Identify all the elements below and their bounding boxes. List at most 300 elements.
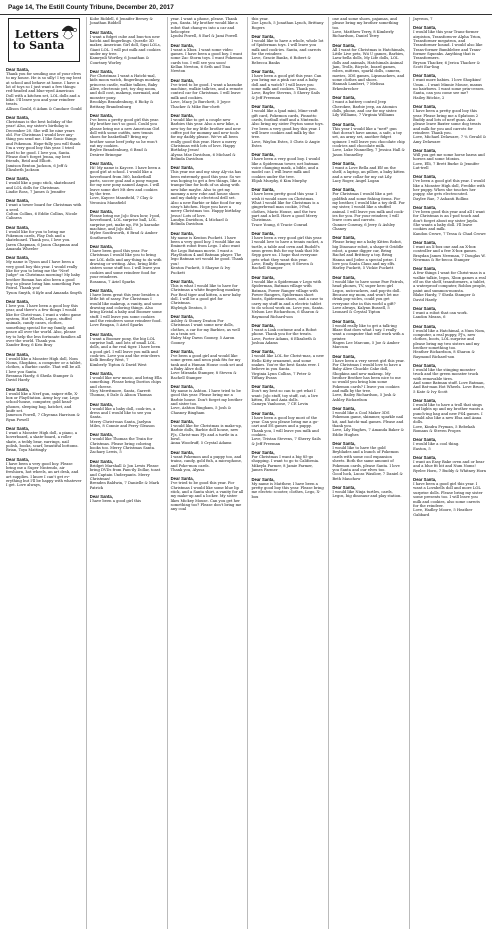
letter: [413, 104, 486, 144]
letter-signature: Harley Puckett, 5 Vickie Puckett: [332, 266, 394, 271]
letter: [251, 411, 324, 446]
letter-body: I would like to get a couple new Barbies this year. Also a new bike, a new toy for my little brother and new coffee pot for mommy and new tools for my daddy please. We've all been really good this year. Have a merry Christmas with lots of love. Happy Birthday Jesus!: [170, 117, 241, 153]
letter-body: I would like a baby doll, cook-ies, a dress and I would like to see you Santa.: [89, 406, 156, 420]
letter-greeting: Dear Santa,: [170, 313, 194, 319]
letter: [332, 122, 405, 157]
letter-signature: Brenden Baldwin, 7 Danielle & Mark Patrick: [89, 481, 159, 490]
letter-body: I want an Easy Bake oven and or bear and a blue fit bit and Num Noms!: [413, 460, 485, 469]
letter-body: I've tried to be good. I want a karaoke machine, walkie talk-ies, and a remote control car for Christmas. I will leave milk and cookies.: [170, 82, 243, 100]
letter: [413, 205, 486, 236]
letter: [6, 225, 82, 252]
column-1: [6, 17, 82, 929]
letter: [251, 275, 324, 319]
letter-greeting: Dear Santa,: [6, 351, 30, 357]
letter-signature: Nicy Merritmore, Santa, Garrett Thomas, 6 Dale & Alison Thomas: [89, 389, 152, 398]
letter-body: Jayveon, 7: [413, 17, 433, 21]
letter-greeting: Dear Santa,: [89, 401, 113, 407]
letter: [6, 299, 82, 347]
letter-body: I have been a pretty good boy this year. Please bring me a Splatoon 2 Buddy and lots of nerf guns. Also please leave Baxter some dog treats and milk for you and carrots for reindeer. Thank you.: [413, 109, 481, 135]
letter-signature: Blake Hardy, 7 Sheila Stamper & David Hardy: [413, 293, 476, 302]
letter-signature: Zachary Lewis, 5: [89, 450, 122, 455]
column-6: [409, 17, 486, 929]
letter-body: My name is Ashton. I have tried to be good this year. Please bring me a Barbie house. Don't forget my brother and sister too.: [170, 389, 243, 407]
column-1-letters: [6, 67, 82, 488]
letter: [90, 459, 163, 490]
letter-signature: Hagen Lee Marcum, 5 Joe & Amber Marcum: [332, 340, 400, 350]
letter-body: I have been a good girl this: [89, 498, 141, 503]
letter-greeting: Dear Santa,: [6, 224, 30, 230]
letter-signature: Thank you, Alyssa: [170, 467, 205, 472]
letter-greeting: Dear Santa,: [251, 410, 275, 416]
letter-signature: And some Batman stuff. Love Batman, And Bat-man Hot Wheels. Love Bruce, 5 Kate & Ivy Scott: [413, 380, 486, 394]
letter-greeting: Dear Santa,: [89, 331, 113, 337]
letter: [90, 332, 163, 367]
letter-body: Kobe Riddell, 6 Jennifer Bersey & Jonathan Riddell: [89, 17, 153, 26]
letter-signature: Xander Bray, 6 Kris Bray: [6, 343, 53, 348]
letter-signature: Zoe Lynch, 5 Jonathan Lynch, Brittany Rogers: [251, 21, 324, 30]
letter: [332, 235, 405, 270]
letter: [251, 69, 324, 100]
letter-body: year. I want a phone, please. Thank you, Santa. My brother would like a robot that chang-es into a car and helicopter.: [170, 17, 238, 35]
letter-signature: Alyssa Mae Davidson, 6 Michael & Belinda Davidson: [170, 152, 236, 161]
letter-body: All I want for Christmas is Hatchimals, Little Live pets, Wii U games, Barbies, Lava-bella dolls, My Life dolls, LOL dolls and animals, Hatchimals Animal Jam, Trolls, Bicycle, board games, robes, mittens, sparkl dolls, camera, movies, 3DS games, Lipsmackers, and some clothes and shoes.: [332, 47, 406, 83]
letter-signature: Tyson Smyth, 6 Kyle and Amanda Smyth: [6, 290, 82, 295]
letter-greeting: Dear Santa,: [332, 353, 356, 359]
letter: [6, 457, 82, 488]
letter-body: I've been a pretty good girl this year. My brother isn't so good. Could you please bring me a new American Girl doll with some outfits, new tennis shoes for basketball? Bring my brother some beef jerky so he won't eat my cookies.: [89, 117, 160, 148]
letter-signature: Easton, 5: [413, 446, 431, 451]
letter-body: I have been a good girl this year. Can you bring me a pink car and a baby doll and a watch? I will leave you some milk and cookies. Thank you.: [251, 74, 322, 92]
letter-signature: Camryn Vanhoose, 7 CE Levin: [251, 402, 308, 407]
letter: [171, 17, 244, 39]
letter: [90, 17, 163, 26]
letter-greeting: Dear Santa,: [413, 174, 437, 180]
letter: [413, 477, 486, 517]
letter-signature: Nelson Lee Richardson, 6 Sharon & Raymond Richard-son: [251, 310, 319, 319]
column-3: [167, 17, 244, 929]
letter-signature: Love, Matthew Terry, 8 Kimberly Richardson, Daniel Terry: [332, 30, 394, 39]
letter: [171, 78, 244, 109]
letter-body: This year me and my sissy Aly-cia has been extremely good this year. So we was hoping to get a few things, like a trampo-line for both of us along with new bike maybe. Also to get my mommy a new robe and house shoes and my daddy a electrical drill set. Also a new Barbie or fake food for my sissy's kitchen. Hope you have a merry Christmas too. Happy birthday Jesus! Lots of love.: [170, 170, 242, 218]
letter: [90, 69, 163, 109]
letter: [413, 306, 486, 320]
letter-greeting: Dear Santa,: [251, 104, 275, 110]
letter-greeting: Dear Santa,: [89, 209, 113, 215]
letter: [251, 152, 324, 183]
letter-greeting: Dear Santa,: [170, 165, 194, 171]
letter: [332, 319, 405, 350]
letter-greeting: Dear Santa,: [413, 437, 437, 443]
column-5: [328, 17, 405, 929]
page-header-text: Page 14, The Estill County Tribune, December 20, 2017: [8, 3, 174, 11]
letter-greeting: Dear Santa,: [170, 419, 194, 425]
letter-greeting: Dear Santa,: [413, 362, 437, 368]
letter-signature: Virginia Lynn Collins, 7 Peter & Tiffany Evans: [251, 371, 311, 380]
letter-body: My name is Kenton Puckett. I have been a very good boy. I would like an Eminett robot from Lego. I also want the Lego Batman movie. I want a PlayStation 4 and Batman player. The lego Batman set would be good. Thank you!: [170, 235, 244, 266]
letter-body: I have been a good boy most of the year. Can you please bring me a go-cart and ES games and a puppy. Thank you, I will leave you milk and cookies.: [251, 415, 319, 438]
letter: [6, 387, 82, 422]
letter-greeting: Dear Santa,: [6, 176, 30, 182]
letter-body: I've been a good girl and would like some green and neon pink fits for my tank and a Human House cook set and a Baby Alive doll.: [170, 353, 244, 371]
letter-greeting: Dear Santa,: [251, 384, 275, 390]
logo-title: Letters: [14, 28, 59, 41]
letter-body: I would like to have a troll that sings and lights up and my brother wants a punch-ing bag and new PS4 games. I would also like a new Elsa and Anna dolls.: [413, 403, 484, 425]
letter-signature: Rosanna, 7 Ariel Sparks: [89, 279, 135, 284]
letter: [6, 255, 82, 295]
letter-signature: Lily Williams, 7 Virginia Williams: [332, 113, 395, 118]
letter-greeting: Dear Santa,: [89, 29, 113, 35]
letter: [413, 25, 486, 69]
letter-signature: Love, Luke Nunnelley, 7 Jessica Hall & Jason Nunnelley: [332, 148, 405, 157]
letter: [6, 198, 82, 220]
letter-greeting: Dear Santa,: [251, 450, 275, 456]
page-header: [0, 0, 492, 15]
letter-body: My name is Matthew, I have been a pretty good boy this year. Please bring me electric scooter, clothes, Lego, X-box: [251, 481, 324, 499]
letter: [90, 432, 163, 454]
letter-body: I would like to have a whole, whole lot of Spiderman toys. I will leave you milk and cook-ies. Santa, and carrots for the reindeer.: [251, 39, 324, 57]
letter-signature: Kandon Crowe, 7 Tessa & Chad Crowe: [413, 231, 486, 236]
letter-signature: Love Reagan, 5 Ariel Sparks: [89, 323, 143, 328]
letter-signature: Anna Woodruff, 5 Crystal Adams: [170, 441, 232, 446]
column-2: [86, 17, 163, 929]
letter: [413, 174, 486, 201]
letter-greeting: Dear Santa,: [251, 349, 275, 355]
letter-signature: Hannah Lambert, 7 Melissa Erkenbrecher: [332, 82, 385, 91]
letter: [332, 275, 405, 315]
letter-greeting: Dear Santa,: [89, 493, 113, 499]
letter: [251, 323, 324, 345]
letter-signature: Love Miranda Stamper, 8 Steven & Rachell Stamper: [170, 371, 237, 380]
letter-greeting: Dear Santa,: [89, 371, 113, 376]
letter: [171, 113, 244, 161]
letter: [251, 450, 324, 472]
letter-body: For Christmas I would like a pet goldfish and some fishing items. For my brother, I would like a toy drill. For my sister, I would like a stuffed animal. I will leave you milk and cook-ies for you. For your reindeer, I will leave corn and carrots.: [332, 192, 405, 223]
letter-greeting: Dear Santa,: [170, 449, 194, 455]
letter-greeting: Dear Santa,: [89, 160, 113, 166]
letter: [413, 266, 486, 301]
letter: [413, 240, 486, 262]
letter: [90, 371, 163, 398]
letter-greeting: Dear Santa,: [251, 476, 275, 482]
letter-body: Thank you for sending one of your elves to my house. He is so silly! I try my best at school and behave at home. I have a lot of toys so I just want a few things: red-headed and blue-eyed American Doll with a kitchen set, LOL dolls and a bike. I'll leave you and your reindeer treats.: [6, 72, 82, 107]
letter-signature: Love, Gracie Banks, 6 Robert & Rebecca Banks: [251, 56, 311, 65]
letter: [171, 450, 244, 472]
letter: [171, 165, 244, 226]
letter-body: I want a battery control Jeep Cherokee, Barbie jeep, an Atomics dolls, phone, and car for my sister.: [332, 100, 398, 113]
letter-greeting: Dear Santa,: [413, 25, 437, 31]
letter-signature: Jaren Chapman, 6 Jason Chapman and Amanda Wheeler: [6, 242, 79, 251]
letter-signature: Kimberly Tipton & David West: [89, 362, 147, 367]
letter-greeting: Dear Santa,: [332, 95, 356, 101]
letter-body: I want Pokemon and a puppy too, and trains, candy, gold fish, a microphone, and Poke-mon cards.: [170, 454, 242, 468]
letter: [90, 30, 163, 65]
letter: [413, 437, 486, 451]
letter-signature: Love, Hadley Moore, 5 Heather Gabbard: [413, 508, 473, 517]
letter: [332, 187, 405, 231]
letter-signature: Breanna Hardy, 6 Sheila Stamper & David Hardy: [6, 373, 74, 383]
letter-greeting: Dear Santa,: [89, 458, 113, 464]
letter-greeting: Dear Santa,: [6, 426, 30, 431]
letter: [332, 485, 405, 499]
letter-greeting: Dear Santa,: [89, 112, 113, 118]
letter-body: I would really like to get a talk-ing Blaze that does what I say. I really want a computer that will work with a printer.: [332, 323, 404, 341]
letter-signature: Love, Emily Stamper, 6 Steven & Rachell Stamper: [251, 262, 314, 271]
letter-body: I would like Ninja turtles, cards, Legos, big dinosaur and play station.: [332, 489, 402, 499]
letter-body: I've been good this year and all I want for Christmas is an I-pod touch and don't forget about my sister Jayda. She wants a baby doll. I'll leave cookies and milk.: [413, 210, 485, 232]
letter: [413, 455, 486, 473]
letter-signature: Love, Michael Delaware, 7 % Gerald & Amy Delaware: [413, 135, 487, 144]
letter-greeting: Dear Santa,: [332, 318, 356, 324]
letter-greeting: Dear Santa,: [6, 299, 30, 305]
letter-greeting: Dear Santa,: [332, 187, 356, 193]
letter: [332, 441, 405, 481]
column-4: [247, 17, 324, 929]
letter-signature: Brooklyn Brandenburg, 6 Ricky & Brittany Brandenburg: [89, 100, 154, 109]
letter-body: I've tried to be good this year. For Christmas I would like some blue lip stick, and a Santa shirt, a vanity for all my make-up and a locker. My sister likes Mickey Mouse. Can you get her something too? Please don't bring me any coal: [170, 481, 244, 512]
letter-greeting: Dear Santa,: [413, 323, 437, 329]
letter-signature: Brian, Toya Mattingly: [6, 448, 47, 453]
letter-body: I would like new music, and bring Ella something. Please bring Doritos chips and cheese.: [89, 376, 162, 389]
letter-greeting: Dear Santa,: [6, 115, 30, 121]
letter: [332, 354, 405, 402]
letter-body: I have been good this year. For Christmas I would like you to bring me LOL dolls and any-thing to do with drawing or writing. Also, bring little sisters some stuff too. I will leave you cookies and some reindeer food for your reindeers.: [89, 249, 162, 280]
letter-signature: Bryson Thacker, 6 Jerica Thacker & Scott Ear-ling: [413, 60, 480, 70]
letter-body: I want a tower board for Christmas with a seed.: [6, 203, 82, 212]
letter-body: I would like to have some Paw Patrols, head phones, TV, super hero girl Legos, nutcrackers, and pop-its doll. Because my mom, and won't let me drink pop-sicles, could you get everyone else in this world a gift?: [332, 279, 405, 306]
logo-subtitle: to Santa: [12, 39, 65, 52]
letter-body: I want more babies. I love Shopkins! Umm... I want Minnie Mouse, maxus no hairbows. I want some prin-cesses. Santa, can you come see me?: [413, 78, 485, 96]
letter-greeting: Dear Santa,: [251, 322, 275, 328]
letter-signature: Gunner Conway, 6 Jerry & Ashley Chaney: [332, 222, 396, 232]
letter-greeting: Dear Santa,: [170, 230, 194, 236]
letter: [413, 17, 486, 21]
letter-body: I would like the stinging monster truck and the green monster truck with removable tires.: [413, 367, 479, 381]
letter-signature: Elijah Murphy, 6 Kim Murphy: [251, 178, 307, 183]
letter-body: I would like a Monster High doll, Nom Noms, Shopkins, a computer or a tablet, clothes, a Barbie castle. That will be all. I love you Santa.: [6, 356, 82, 374]
letter: [413, 398, 486, 433]
letter-greeting: Dear Santa,: [332, 441, 356, 447]
letter-greeting: Dear Santa,: [6, 67, 30, 72]
letter: [90, 494, 163, 503]
letter-body: I would like Thomas the Train for Christmas. Please bring coloring books too. Merry Christmas Santa.: [89, 437, 156, 451]
letter: [251, 477, 324, 499]
letter-greeting: Dear Santa,: [332, 121, 356, 127]
letter-signature: Love, Lily Hughes, 7 Amanda Baker & Eddie Hughes: [332, 428, 404, 437]
santa-icon: [59, 22, 77, 42]
letter-signature: Lindie Ross, 7 James & Jennifer: [6, 189, 66, 194]
letter-greeting: Dear Santa,: [251, 69, 275, 75]
letter: [171, 314, 244, 345]
letter-signature: Allison Gould, 6 Adam & Candace Gould: [6, 106, 82, 111]
letter: [251, 384, 324, 406]
letter-body: I would like a cool thing.: [413, 442, 460, 447]
letter: [171, 419, 244, 446]
letter-body: I would like LOL for Christ-mas, a new Hello Kitty ornament, and some snakes. You're the best Santa ever. I believe in you Santa.: [251, 354, 324, 372]
letter: [332, 17, 405, 39]
letter-body: I want a fidget cube and bun-ton new hatchi and fingerlings. Questle 3D maker, American Girl doll, Squi LOLs, Giant LOL. I will put milk and cookies under my tree.: [89, 34, 161, 57]
letter-signature: Trace Young, 6 Tracie Conrad: [251, 222, 308, 227]
letter-greeting: Dear Santa,: [332, 42, 356, 48]
letter-greeting: Dear Santa,: [251, 152, 275, 158]
letter-body: I love you. I have been a good boy this year, and there's a few things I would like for Christ-mas. I want a video game system, Hot Wheels, Legos, stuffed animals, candy canes, clothes, something special for my family, and peace all over the world. Also, please try to help the less fortunate families all over the world. Thank you.: [6, 304, 82, 343]
letter-signature: Lacy Roger, Angel Logan: [332, 178, 380, 183]
letter-signature: Daylee Rae, 7 Ashanti Rollins: [413, 196, 469, 201]
letter-greeting: Dear Santa,: [89, 244, 113, 250]
letter: [332, 406, 405, 437]
letter-signature: Heather Richardson, 8 Sharon & Raymond Richard-son: [413, 350, 475, 359]
letter-signature: Landon Means, 6: [413, 315, 446, 320]
letter-signature: Love, Ashton Bingham, 5 Josh & Chasney Bingham: [170, 406, 232, 415]
letter-signature: Landyn Davidson, 4 Michael & Belinda Davidson: [170, 218, 229, 227]
letter-greeting: Dear Santa,: [413, 147, 437, 153]
letter-signature: Kenton Puckett, 5 Shayne & Ivy Puckett: [170, 266, 231, 275]
letter-body: I have been a very good girl this year. I would love to have a tennis racket, a turtle, a table and oven and Rudolf's neon green fish for my tank that Mr. Sepp gave us. I hope that everyone gets what they want this year.: [251, 236, 323, 262]
letter-body: Please bring me a baby Kitten Robot, big Dinosaur robot, a shape-it Griddle robot, a game digger car, Bring Rachel and Brittney a toy. Bring Hanna and Jodee a special prize. I love you Santa Claus and my elfs.: [332, 240, 404, 267]
letter-signature: Hailey Ritchie, 2: [413, 95, 445, 100]
letter-signature: Love, Waylon Estes, 5 Chris & Angie Estes: [251, 139, 320, 148]
letter: [90, 244, 163, 284]
letter-body: I want an X-box one and an X-box controller and a few X-box games.: [413, 245, 477, 254]
letter-greeting: Dear Santa,: [332, 484, 356, 490]
letter: [171, 43, 244, 74]
letter-body: one and some shoes, pajamas, and please bring my brother something too.: [332, 17, 399, 30]
letter-body: I want a Link costume and a Robot phone. Thank you for the treats.: [251, 327, 317, 337]
letter-greeting: Dear Santa,: [89, 432, 113, 438]
letter-greeting: Dear Santa,: [332, 160, 356, 166]
letter-signature: Love, Elli, 7 Brett Burke & Jennifer Lut-trell: [413, 161, 480, 170]
letter: [6, 115, 82, 172]
letter-signature: Rhyleigh Deaton, 5: [170, 305, 207, 310]
letter-body: I would like a Ipad mini, Mine-craft gift card, Pokemon cards, Pinnotto cards, football stuff and a Nintendo. Also bring my sister Peyton some toys. I've been a very good boy this year. I will leave cookies and milk by the tree.: [251, 109, 324, 140]
letter-greeting: Dear Santa,: [6, 456, 30, 462]
letter-body: This is what I would like to have for Christmas a white fingerling monkey. Fur Real tiger and kitten, a new baby doll. I will be a good girl for Christmas.: [170, 283, 241, 306]
letter-signature: Love, Kaycee Mansfield, 7 Clay & Veronica Mansfield: [89, 196, 153, 205]
letter-greeting: Dear Santa,: [170, 77, 194, 83]
letter-body: This year I would like a "nerf" gun that doesn't have ammo, a safe, a toy set, an army set, another fidget spinner. I will leave you chocolate chip cook-ies and chocolate milk.: [332, 126, 405, 148]
letter-signature: Love, Baylee Stevens, 5 Sherry Sails & Jeff Freeman: [251, 91, 320, 100]
letter: [413, 363, 486, 394]
letter-body: I want a robot that can work.: [413, 310, 468, 315]
letter-greeting: Dear Santa,: [332, 274, 356, 280]
letter-signature: Mikeyla Farmer, 8 Jamie Farmer, James Farmer: [251, 463, 313, 473]
letter-signature: Love always, Kalynn Bussell, 5 Leonard & Crystal Tipton: [332, 305, 390, 315]
letter: [171, 476, 244, 511]
letter-signature: Love, Macy Jo Burchett, 5 Joyce Thacker & Mike Bur-chett: [170, 100, 231, 109]
letter-body: I would like for you to bring me Pokemon cards, Play Doh and a skateboard. Thank you, I love you.: [6, 229, 71, 243]
letter-body: I want a Love Bella and Elf on the shelf, a laptop, an pillow, a baby kitten and a new collar for my cat Lily.: [332, 165, 405, 179]
letter-signature: Ryelee Horn, 7 Buddy & Whitney Horn: [413, 468, 487, 473]
letter-greeting: Dear Santa,: [251, 187, 275, 193]
letter: [332, 43, 405, 91]
letter-greeting: Dear Santa,: [413, 240, 437, 246]
letter-greeting: Dear Santa,: [413, 477, 437, 483]
letter-greeting: Dear Santa,: [170, 476, 194, 482]
letter: [413, 324, 486, 359]
letter-body: For Christmas I want a Hatchi-mal, kids moon watch, fingerlings monkey, princess castle, walkie talkies, Baby Alive, electronic pet, toy dog noom, and doll cost, makeup, mermaid, and monster pony.: [89, 74, 161, 100]
letter-greeting: Dear Santa,: [89, 287, 113, 293]
letter-greeting: Dear Santa,: [413, 73, 437, 79]
letter-body: I have been a good girl this year. I want a Lovabells doll and more LOL surprise dolls. Please bring my sister some presents too. I will leave you milk and cookies, also some carrots for the reindeer.: [413, 482, 483, 508]
letter-greeting: Dear Santa,: [332, 406, 356, 412]
letter: [332, 161, 405, 183]
letter-body: I want a Monster High doll, a piano, a hoverboard, a skate-board, a roller skate, a teddy bear, earrings, nail polish, books, scarf, beautiful bottoms.: [6, 431, 79, 449]
letter-body: this year.: [251, 17, 269, 21]
letter-greeting: Dear Santa,: [251, 231, 275, 237]
letter-greeting: Dear Santa,: [413, 104, 437, 110]
letter-signature: Love, Porter Adams, 6 Elizabeth & Joshua Adams: [251, 336, 317, 345]
letter-body: I've been a good girl this year. I would like a Monster High doll, Freddie with her puppy. When she touches her puppy, she gets electrocuted.: [413, 179, 485, 197]
letter-body: Bridget Marshall & Jon Lewis Please bring DVDs from Fam-ily Dollar, toast and Captain Underpants. Merry Christmas!: [89, 463, 161, 481]
letter: [6, 67, 82, 111]
letter: [171, 349, 244, 380]
letter-body: I would like this year Trans-former airpiston, Transform-er Alpha Trion, Transformer megatron, and Transformer hound. I would also like Trans-former Bumblebee and Trans-former Squeaks. Anything that is Transformers.: [413, 30, 483, 61]
letters-to-santa-logo: [6, 17, 82, 63]
letter-signature: Love, Tristan Stevens, 7 Sherry Sails & Jeff Freeman: [251, 437, 321, 446]
letter-greeting: Dear Santa,: [170, 42, 194, 48]
letter-greeting: Dear Santa,: [413, 266, 437, 272]
letter: [251, 17, 324, 30]
letter-signature: Jameson Powell, 7 Chyenna Harrison & Ryan Powell: [6, 413, 80, 422]
letter: [90, 161, 163, 205]
letter: [251, 34, 324, 65]
letter-body: Please bring me JoJo Siwa bow, I-pod, hoverboard, LOL surprise ball, LOL surprise pet, make up, Fit Jo karaoke machine, and JoJo doll.: [89, 214, 161, 232]
letter: [90, 402, 163, 429]
letter-greeting: Dear Santa,: [6, 386, 30, 392]
letter-body: I want a Xbox. I want some video games. I have been a good boy. I want some Zac Storm toys. I want Pokemon cards too. I will see you soon!: [170, 47, 243, 65]
letter-body: For Christmas I want a big 85-go shopping. I want to go to California.: [251, 455, 320, 464]
letter-greeting: Dear Santa,: [6, 198, 30, 204]
letter-body: Christmas is the best holiday of the year! Also, my sister's birthday is December 20. She will be nine years old. For Christmas I would love any-thing you send me. I like Sonic things and Pokemon. Hope-fully you will thank I'm a very good boy this year. I tried hard to be good. I love you, Santa. Please don't forget Jenna, my best friends, Reid and Elliott.: [6, 120, 81, 164]
letter-greeting: Dear Santa,: [251, 34, 275, 40]
letter-signature: Merry Christ-mas Santa, Jaelynn Miles, 8 Connie and Perry Gleason: [89, 419, 155, 429]
letter-body: I would like for Christmas is make-up, Barbie dolls, Barbie doll house, new PJs, Christ-mas PJs and a turtle in a bowl.: [170, 424, 242, 442]
letter-greeting: Dear Santa,: [170, 278, 194, 284]
letter-greeting: Dear Santa,: [170, 384, 194, 390]
letter-body: I have been a very good boy. Please bring me a Super Nintendo, air freshiorn, hot wheels, an art desk, and art supplies. I know I can't get ev-erything but I'll be happy with whatever I get. Love always,: [6, 461, 82, 488]
letter-body: Hi! My name is Kaycee. I have been a good girl at school. I would like a hoverboard from 360, basketball parts, soccer goal and a pony wagon for my new pony named Angus. I will leave some diet Mt dew and cookies by the tree.: [89, 165, 161, 196]
letter-body: I would like to have the gold Beyblades and a bunch of Pokemon cards with some cool expansion sheets. Both the same amount of Pokemon cards, please Santa. I love you Santa and our elves too.: [332, 446, 400, 472]
letter-body: I have been great this year besides a little bit of sassy. For Christmas I would like makeup, a vanity, and some drawing and coloring things. Also bring Kristal a baby and Boomer some stuff. I will leave you some cookies and the reindeers some reindeer food.: [89, 292, 162, 323]
letter-body: I would like a Spiderman v Lego with Spiderman, Batman village with Batman, Power Ranger village with Power Rangers, Spiderman short boots, Spiderman shoes, and a case to carry my stuff in and a electric tablet to do school work on. Love you, Santa.: [251, 279, 324, 310]
letter-signature: Braydan James Newman, 7 Douglas W. Newman & Re-becca Stamper: [413, 253, 486, 263]
letter-greeting: Dear Santa,: [6, 255, 30, 261]
letter: [90, 209, 163, 240]
letter-greeting: Dear Santa,: [170, 112, 194, 118]
letter-body: I would like a pogo stick, skateboard and LOL dolls for Christmas.: [6, 181, 75, 190]
letter: [6, 352, 82, 383]
letter: [332, 95, 405, 117]
letter: [251, 104, 324, 148]
letter-greeting: Dear Santa,: [251, 274, 275, 280]
letter: [171, 231, 244, 275]
letters-columns: [0, 15, 492, 929]
letter-body: I want a Boomer pony, the big LOL surprise ball, and lots of small LOL dolls, and a fur real tiger. I have been a good girl. I will leave you milk and cook-ies. Love you and the rein-deers Kelli Bentley West, 7: [89, 336, 161, 363]
letter-greeting: Dear Santa,: [413, 398, 437, 403]
letter: [90, 113, 163, 157]
letter: [6, 426, 82, 453]
letter-body: I have been pretty good this year. I wish it would snow on Christmas. What I would like for Christmas is a gingerbread man cookie, I-Pad, clothes, Mario House, and the two part and a bell. Have a good Merry Christmas.: [251, 192, 319, 223]
letter-greeting: Dear Santa,: [170, 348, 194, 354]
letter: [251, 231, 324, 271]
letter-signature: Colton Collins, 6 Eddie Collins, Nicole Caliness: [6, 211, 78, 221]
letter-body: I would like a Hatchimal, a Num Nom, computer, a real puppy, PJ's, new clothes, boots, LOL surprise and please bring my two sisters and my brother something too.: [413, 328, 486, 350]
letter-signature: Love, Bailey Richardson, 5 Josh & Ashley Richardson: [332, 393, 396, 402]
letter-greeting: Dear Santa,: [89, 69, 113, 75]
letter: [413, 73, 486, 100]
letter-body: A few things I want for Christ-mas is a walkie talkie, legos, Xbox games a real elf on the shelf, transformers, a tablet, a waterproof computer, Roblox people, paint and summon-monsta.: [413, 271, 486, 293]
letter: [171, 279, 244, 310]
letter-signature: Love, Kindra Fryman, 5 Rebekah Romans & Steven Propes: [413, 424, 475, 434]
